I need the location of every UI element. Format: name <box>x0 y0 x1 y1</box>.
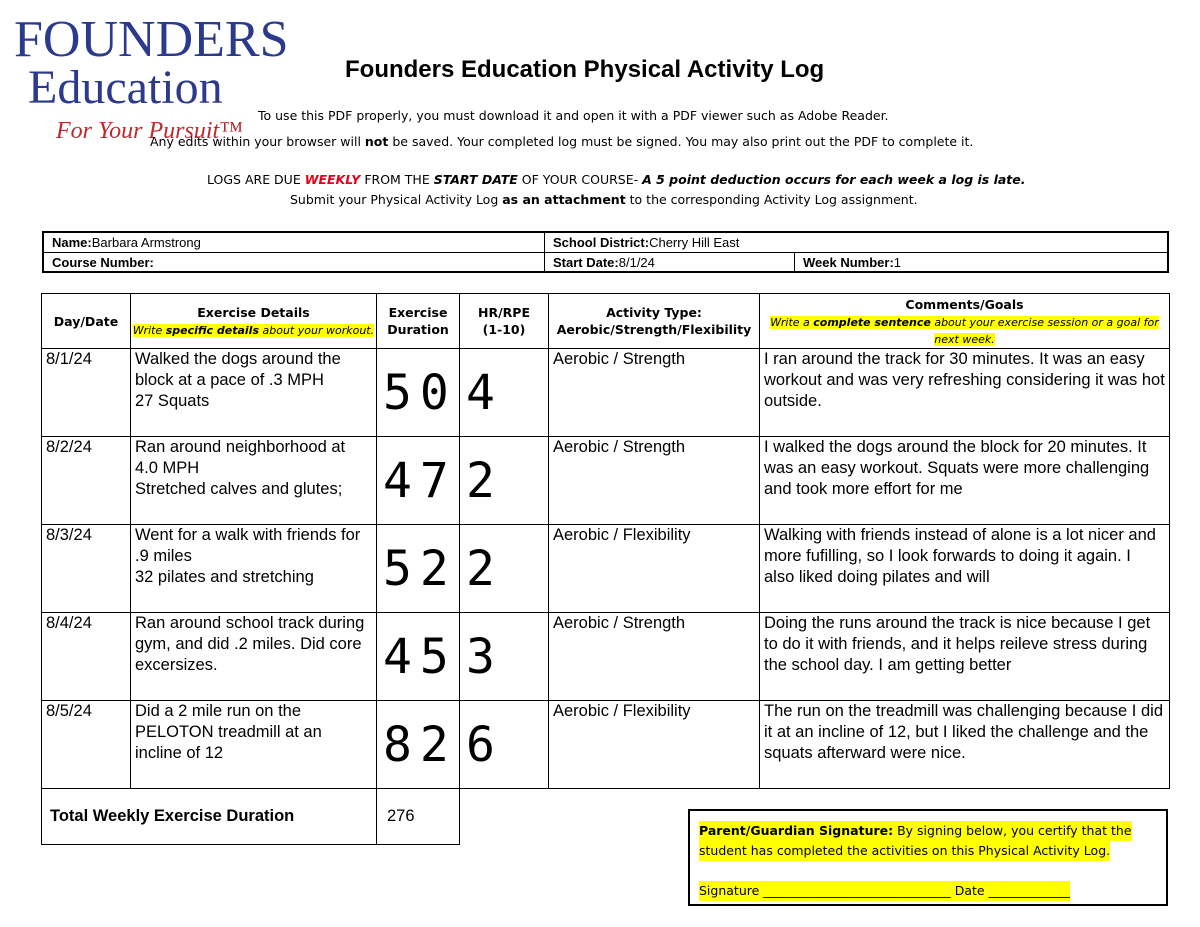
founders-logo <box>14 11 289 144</box>
signature-instructions-2: student has completed the activities on this Physical Activity Log. <box>699 841 1110 861</box>
row-duration[interactable]: 47 <box>377 437 460 525</box>
row-details[interactable]: Ran around neighborhood at 4.0 MPH Stretched calves and glutes; <box>131 437 377 525</box>
school-district-value: Cherry Hill East <box>649 235 740 250</box>
row-duration[interactable]: 45 <box>377 613 460 701</box>
row-comments[interactable]: Doing the runs around the track is nice because I get to do it with friends, and it helps reileve stress during the school day. I am getting better <box>760 613 1170 701</box>
details-hint: Write specific details about your workout. <box>132 324 375 337</box>
row-hr[interactable]: 2 <box>460 525 549 613</box>
row-date[interactable]: 8/4/24 <box>42 613 131 701</box>
start-date-field[interactable]: Start Date:8/1/24 <box>544 253 794 272</box>
logo-education-text: Education <box>28 61 223 114</box>
row-date[interactable]: 8/5/24 <box>42 701 131 789</box>
row-details[interactable]: Did a 2 mile run on the PELOTON treadmill at an incline of 12 <box>131 701 377 789</box>
header-activity-type: Activity Type: Aerobic/Strength/Flexibility <box>549 294 760 349</box>
week-number-value: 1 <box>893 255 902 270</box>
header-exercise-duration: Exercise Duration <box>377 294 460 349</box>
row-comments[interactable]: Walking with friends instead of alone is a lot nicer and more fufilling, so I look forwards to doing it again. I also liked doing pilates and will <box>760 525 1170 613</box>
row-comments[interactable]: The run on the treadmill was challenging because I did it at an incline of 12, but I liked the challenge and the squats afterward were nice. <box>760 701 1170 789</box>
header-hr-rpe: HR/RPE (1-10) <box>460 294 549 349</box>
name-field[interactable]: Name:Barbara Armstrong <box>52 235 201 250</box>
row-comments[interactable]: I ran around the track for 30 minutes. It was an easy workout and was very refreshing considering it was hot outside. <box>760 349 1170 437</box>
row-activity-type[interactable]: Aerobic / Flexibility <box>549 701 760 789</box>
row-details[interactable]: Ran around school track during gym, and did .2 miles. Did core excersizes. <box>131 613 377 701</box>
table-row <box>42 437 1170 525</box>
row-date[interactable]: 8/2/24 <box>42 437 131 525</box>
school-district-field[interactable]: School District:Cherry Hill East <box>544 233 1167 252</box>
total-duration-label: Total Weekly Exercise Duration <box>42 789 377 845</box>
row-activity-type[interactable]: Aerobic / Strength <box>549 349 760 437</box>
due-notice: LOGS ARE DUE WEEKLY FROM THE START DATE OF YOUR COURSE- A 5 point deduction occurs for each week a log is late. <box>207 172 1026 187</box>
row-comments[interactable]: I walked the dogs around the block for 20 minutes. It was an easy workout. Squats were more challenging and took more effort for me <box>760 437 1170 525</box>
row-duration[interactable]: 50 <box>377 349 460 437</box>
start-date-value: 8/1/24 <box>618 255 655 270</box>
signature-date-line[interactable]: Signature ______________________________ Date _____________ <box>699 881 1070 901</box>
row-duration[interactable]: 82 <box>377 701 460 789</box>
instructions-line-2: Any edits within your browser will not be saved. Your completed log must be signed. You may also print out the PDF to complete it. <box>150 134 974 149</box>
table-header-row <box>42 294 1170 349</box>
row-hr[interactable]: 3 <box>460 613 549 701</box>
header-day-date: Day/Date <box>42 294 131 349</box>
row-hr[interactable]: 2 <box>460 437 549 525</box>
row-date[interactable]: 8/1/24 <box>42 349 131 437</box>
row-activity-type[interactable]: Aerobic / Flexibility <box>549 525 760 613</box>
submit-notice: Submit your Physical Activity Log as an attachment to the corresponding Activity Log assignment. <box>290 192 918 207</box>
instructions-line-1: To use this PDF properly, you must download it and open it with a PDF viewer such as Adobe Reader. <box>258 108 889 123</box>
signature-instructions-1: Parent/Guardian Signature: By signing below, you certify that the <box>699 821 1132 841</box>
table-row <box>42 349 1170 437</box>
table-row <box>42 613 1170 701</box>
header-comments-goals: Comments/Goals Write a complete sentence about your exercise session or a goal for next week. <box>760 294 1170 349</box>
course-number-field[interactable]: Course Number: <box>52 255 154 270</box>
row-activity-type[interactable]: Aerobic / Strength <box>549 437 760 525</box>
logo-tagline: For Your Pursuit™ <box>56 118 243 144</box>
comments-hint: Write a complete sentence about your exercise session or a goal for next week. <box>770 315 1159 346</box>
week-number-field[interactable]: Week Number:1 <box>794 253 1167 272</box>
table-row <box>42 701 1170 789</box>
row-hr[interactable]: 4 <box>460 349 549 437</box>
row-date[interactable]: 8/3/24 <box>42 525 131 613</box>
signature-box <box>688 809 1168 906</box>
row-details[interactable]: Went for a walk with friends for .9 miles 32 pilates and stretching <box>131 525 377 613</box>
header-exercise-details: Exercise Details Write specific details about your workout. <box>131 294 377 349</box>
row-duration[interactable]: 52 <box>377 525 460 613</box>
student-info-table <box>42 231 1169 273</box>
row-details[interactable]: Walked the dogs around the block at a pace of .3 MPH 27 Squats <box>131 349 377 437</box>
logo-founders-text: FOUNDERS <box>14 11 289 68</box>
total-duration-value[interactable]: 276 <box>377 789 460 845</box>
table-row <box>42 525 1170 613</box>
name-value: Barbara Armstrong <box>91 235 201 250</box>
row-hr[interactable]: 6 <box>460 701 549 789</box>
page-title: Founders Education Physical Activity Log <box>345 56 825 83</box>
row-activity-type[interactable]: Aerobic / Strength <box>549 613 760 701</box>
activity-log-table <box>41 293 1170 845</box>
